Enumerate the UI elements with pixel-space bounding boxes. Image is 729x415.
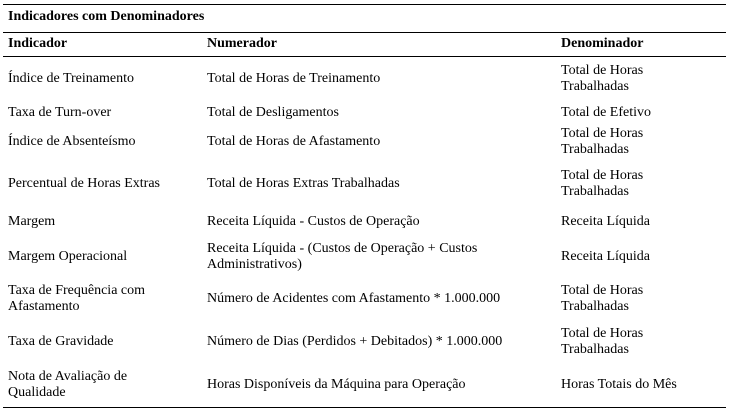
table-title: Indicadores com Denominadores <box>8 9 205 24</box>
cell-indicador <box>8 324 198 360</box>
header-numerador: Numerador <box>207 36 277 51</box>
cell-numerador-line: Total de Desligamentos <box>207 105 339 120</box>
cell-denominador <box>561 125 723 159</box>
cell-indicador-line: Taxa de Frequência com <box>8 282 146 298</box>
cell-numerador <box>207 324 552 360</box>
cell-indicador <box>8 211 198 233</box>
cell-indicador-line: Taxa de Gravidade <box>8 334 114 349</box>
cell-denominador <box>561 167 723 201</box>
cell-indicador-line: Margem Operacional <box>8 248 128 264</box>
cell-denominador-line: Receita Líquida <box>561 248 651 264</box>
cell-denominador-line: Total de Efetivo <box>561 105 651 120</box>
cell-indicador-line: Nota de Avaliação de <box>8 368 128 384</box>
cell-numerador <box>207 366 552 403</box>
cell-indicador-line: Índice de Absenteísmo <box>8 134 136 149</box>
top-rule <box>3 4 726 5</box>
bottom-rule <box>3 407 726 408</box>
cell-numerador-line: Horas Disponíveis da Máquina para Operação <box>207 376 466 392</box>
cell-indicador <box>8 281 198 316</box>
cell-denominador-line: Total de Horas <box>561 168 644 183</box>
cell-indicador <box>8 125 198 159</box>
cell-denominador-line: Trabalhadas <box>561 78 629 94</box>
cell-denominador-line: Total de Horas <box>561 282 644 298</box>
cell-numerador <box>207 281 552 316</box>
cell-denominador-line: Trabalhadas <box>561 142 629 157</box>
cell-denominador <box>561 324 723 360</box>
cell-denominador-line: Total de Horas <box>561 326 644 341</box>
header-indicador: Indicador <box>8 36 68 51</box>
cell-indicador-line: Margem <box>8 214 56 229</box>
cell-indicador <box>8 238 198 275</box>
table-row <box>0 125 729 159</box>
cell-numerador <box>207 62 552 95</box>
cell-numerador-line: Administrativos) <box>207 256 302 272</box>
cell-numerador-line: Número de Acidentes com Afastamento * 1.000.000 <box>207 290 501 306</box>
table-row <box>0 281 729 316</box>
cell-numerador-line: Total de Horas de Afastamento <box>207 134 381 149</box>
cell-numerador-line: Número de Dias (Perdidos + Debitados) * 1.000.000 <box>207 334 503 349</box>
cell-denominador <box>561 281 723 316</box>
title-rule <box>3 32 726 33</box>
cell-numerador <box>207 103 552 123</box>
cell-denominador-line: Trabalhadas <box>561 298 629 314</box>
cell-indicador-line: Qualidade <box>8 384 66 400</box>
cell-numerador-line: Total de Horas Extras Trabalhadas <box>207 176 400 191</box>
cell-denominador-line: Total de Horas <box>561 126 644 141</box>
table-row <box>0 62 729 95</box>
cell-denominador <box>561 211 723 233</box>
table-row <box>0 211 729 233</box>
cell-numerador-line: Receita Líquida - (Custos de Operação + Custos <box>207 240 478 256</box>
cell-denominador-line: Trabalhadas <box>561 184 629 199</box>
cell-numerador <box>207 211 552 233</box>
cell-denominador <box>561 103 723 123</box>
cell-numerador-line: Receita Líquida - Custos de Operação <box>207 214 420 229</box>
cell-indicador-line: Taxa de Turn-over <box>8 105 112 120</box>
cell-denominador <box>561 62 723 95</box>
cell-denominador <box>561 366 723 403</box>
table-row <box>0 324 729 360</box>
cell-numerador <box>207 238 552 275</box>
cell-indicador-line: Índice de Treinamento <box>8 70 134 86</box>
cell-numerador-line: Total de Horas de Treinamento <box>207 70 381 86</box>
cell-numerador <box>207 167 552 201</box>
cell-denominador-line: Total de Horas <box>561 62 644 78</box>
table-row <box>0 366 729 403</box>
cell-indicador <box>8 103 198 123</box>
table-row <box>0 167 729 201</box>
cell-numerador <box>207 125 552 159</box>
cell-denominador <box>561 238 723 275</box>
cell-denominador-line: Trabalhadas <box>561 342 629 357</box>
cell-indicador-line: Percentual de Horas Extras <box>8 176 160 191</box>
table-row <box>0 103 729 123</box>
cell-denominador-line: Receita Líquida <box>561 214 651 229</box>
header-denominador: Denominador <box>561 36 644 51</box>
cell-indicador <box>8 62 198 95</box>
cell-indicador-line: Afastamento <box>8 298 80 314</box>
table-row <box>0 238 729 275</box>
header-rule <box>3 56 726 57</box>
cell-indicador <box>8 167 198 201</box>
cell-indicador <box>8 366 198 403</box>
cell-denominador-line: Horas Totais do Mês <box>561 376 677 392</box>
